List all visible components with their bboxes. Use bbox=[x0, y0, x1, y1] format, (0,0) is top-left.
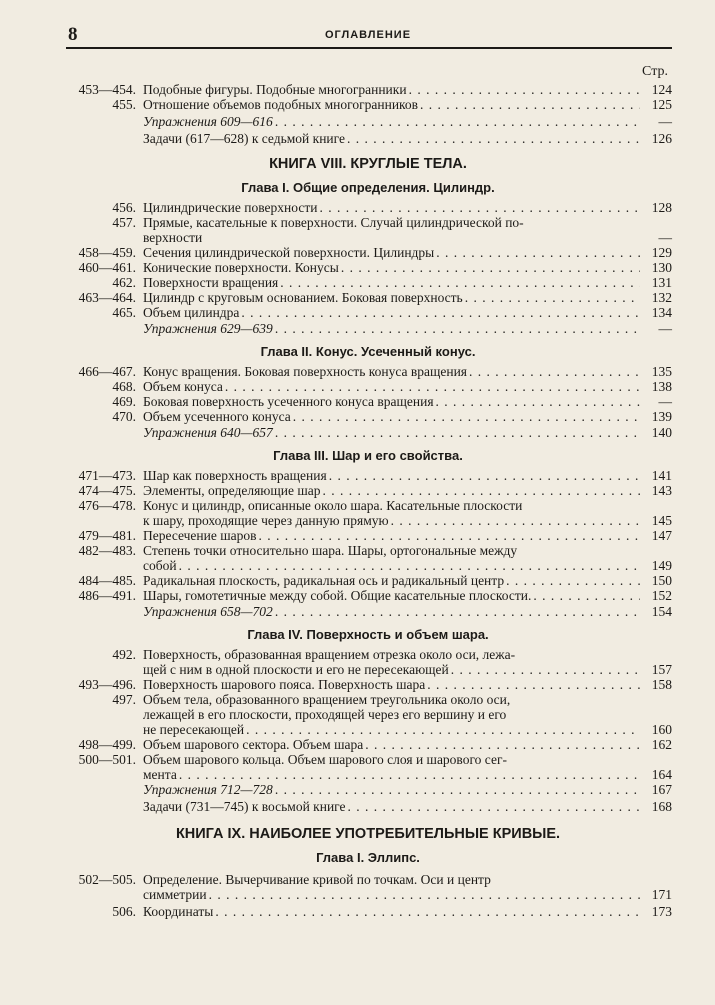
entry-page: 140 bbox=[651, 425, 672, 440]
entry-number: 455. bbox=[112, 97, 136, 112]
entry-title: Объем тела, образованного вращением треугольника около оси, bbox=[143, 692, 511, 707]
entry-title: Объем шарового кольца. Объем шарового слоя и шарового сег- bbox=[143, 752, 507, 767]
entry-title: Задачи (731—745) к восьмой книге bbox=[143, 799, 346, 814]
entry-title: Поверхность шарового пояса. Поверхность шара bbox=[143, 677, 426, 692]
entry-number: 498—499. bbox=[78, 737, 136, 752]
entry-title: Шары, гомотетичные между собой. Общие касательные плоскости. bbox=[143, 588, 532, 603]
entry-title-cont: мента bbox=[143, 767, 177, 782]
header-rule bbox=[66, 47, 672, 49]
entry-number: 502—505. bbox=[78, 872, 136, 887]
entry-page: — bbox=[658, 230, 672, 245]
entry-page: 160 bbox=[651, 722, 672, 737]
entry-title: Упражнения 658—702 bbox=[143, 604, 273, 619]
running-title: ОГЛАВЛЕНИЕ bbox=[324, 29, 412, 41]
entry-title: Задачи (617—628) к седьмой книге bbox=[143, 131, 346, 146]
entry-number: 479—481. bbox=[78, 528, 136, 543]
page-number: 8 bbox=[68, 24, 78, 45]
entry-title: Объем конуса bbox=[143, 379, 223, 394]
entry-number: 457. bbox=[112, 215, 136, 230]
entry-title: Радикальная плоскость, радикальная ось и радикальный центр bbox=[143, 573, 505, 588]
entry-number: 484—485. bbox=[78, 573, 136, 588]
entry-page: 158 bbox=[651, 677, 672, 692]
entry-title: Упражнения 629—639 bbox=[143, 321, 273, 336]
chapter-title: Глава IV. Поверхность и объем шара. bbox=[247, 627, 489, 642]
entry-title: Степень точки относительно шара. Шары, ортогональные между bbox=[143, 543, 518, 558]
book-title: КНИГА VIII. КРУГЛЫЕ ТЕЛА. bbox=[269, 156, 467, 172]
entry-title-cont: не пересекающей bbox=[143, 722, 245, 737]
entry-title: Цилиндр с круговым основанием. Боковая поверхность bbox=[143, 290, 463, 305]
entry-page: 138 bbox=[651, 379, 672, 394]
entry-number: 492. bbox=[112, 647, 136, 662]
entry-page: 162 bbox=[651, 737, 672, 752]
entry-number: 493—496. bbox=[78, 677, 136, 692]
entry-number: 462. bbox=[112, 275, 136, 290]
entry-number: 476—478. bbox=[78, 498, 136, 513]
entry-number: 460—461. bbox=[78, 260, 136, 275]
entry-title-cont: лежащей в его плоскости, проходящей через его вершину и его bbox=[143, 707, 507, 722]
chapter-title: Глава III. Шар и его свойства. bbox=[273, 448, 463, 463]
entry-page: 128 bbox=[651, 200, 672, 215]
entry-page: 141 bbox=[651, 468, 672, 483]
entry-title: Сечения цилиндрической поверхности. Цилиндры bbox=[143, 245, 435, 260]
entry-title: Упражнения 609—616 bbox=[143, 114, 273, 129]
entry-page: 134 bbox=[651, 305, 672, 320]
entry-number: 468. bbox=[112, 379, 136, 394]
entry-number: 486—491. bbox=[78, 588, 136, 603]
entry-title: Боковая поверхность усеченного конуса вращения bbox=[143, 394, 434, 409]
entry-page: 124 bbox=[651, 82, 672, 97]
entry-page: 150 bbox=[651, 573, 672, 588]
entry-number: 497. bbox=[112, 692, 136, 707]
entry-title: Определение. Вычерчивание кривой по точкам. Оси и центр bbox=[143, 872, 491, 887]
entry-number: 465. bbox=[112, 305, 136, 320]
entry-title: Подобные фигуры. Подобные многогранники bbox=[143, 82, 407, 97]
entry-page: 130 bbox=[651, 260, 672, 275]
entry-page: 152 bbox=[651, 588, 672, 603]
entry-title: Пересечение шаров bbox=[143, 528, 257, 543]
entry-page: 171 bbox=[651, 887, 672, 902]
chapter-title: Глава II. Конус. Усеченный конус. bbox=[260, 344, 476, 359]
entry-title: Элементы, определяющие шар bbox=[143, 483, 321, 498]
entry-title-cont: верхности bbox=[143, 230, 203, 245]
page-header bbox=[68, 24, 668, 48]
entry-page: 131 bbox=[651, 275, 672, 290]
entry-number: 456. bbox=[112, 200, 136, 215]
entry-title: Отношение объемов подобных многогранников bbox=[143, 97, 419, 112]
entry-title: Шар как поверхность вращения bbox=[143, 468, 327, 483]
entry-title: Прямые, касательные к поверхности. Случай цилиндрической по- bbox=[143, 215, 524, 230]
entry-title: Упражнения 640—657 bbox=[143, 425, 273, 440]
entry-page: 147 bbox=[651, 528, 672, 543]
entry-page: 139 bbox=[651, 409, 672, 424]
entry-title: Объем усеченного конуса bbox=[143, 409, 291, 424]
entry-title-cont: симметрии bbox=[143, 887, 207, 902]
entry-title-cont: собой bbox=[143, 558, 177, 573]
entry-title: Конические поверхности. Конусы bbox=[143, 260, 339, 275]
entry-page: — bbox=[658, 394, 672, 409]
entry-number: 466—467. bbox=[78, 364, 136, 379]
entry-title-cont: к шару, проходящие через данную прямую bbox=[143, 513, 389, 528]
entry-page: — bbox=[658, 114, 672, 129]
entry-page: 157 bbox=[651, 662, 672, 677]
entry-page: 164 bbox=[651, 767, 672, 782]
entry-number: 463—464. bbox=[78, 290, 136, 305]
entry-number: 506. bbox=[112, 904, 136, 919]
page-column-label: Стр. bbox=[642, 64, 668, 79]
entry-page: 126 bbox=[651, 131, 672, 146]
entry-number: 500—501. bbox=[78, 752, 136, 767]
entry-title-cont: щей с ним в одной плоскости и его не пересекающей bbox=[143, 662, 449, 677]
entry-title: Цилиндрические поверхности bbox=[143, 200, 318, 215]
entry-number: 471—473. bbox=[78, 468, 136, 483]
entry-page: 149 bbox=[651, 558, 672, 573]
entry-page: 143 bbox=[651, 483, 672, 498]
entry-page: 168 bbox=[651, 799, 672, 814]
entry-number: 482—483. bbox=[78, 543, 136, 558]
entry-title: Поверхность, образованная вращением отрезка около оси, лежа- bbox=[143, 647, 516, 662]
entry-title: Упражнения 712—728 bbox=[143, 782, 273, 797]
entry-title: Конус вращения. Боковая поверхность конуса вращения bbox=[143, 364, 468, 379]
entry-page: 125 bbox=[651, 97, 672, 112]
entry-page: 173 bbox=[651, 904, 672, 919]
entry-page: 167 bbox=[651, 782, 672, 797]
chapter-title: Глава I. Общие определения. Цилиндр. bbox=[241, 180, 495, 195]
entry-number: 469. bbox=[112, 394, 136, 409]
entry-number: 458—459. bbox=[78, 245, 136, 260]
entry-title: Координаты bbox=[143, 904, 214, 919]
entry-number: 474—475. bbox=[78, 483, 136, 498]
entry-title: Конус и цилиндр, описанные около шара. Касательные плоскости bbox=[143, 498, 523, 513]
entry-page: — bbox=[658, 321, 672, 336]
entry-number: 470. bbox=[112, 409, 136, 424]
entry-page: 129 bbox=[651, 245, 672, 260]
chapter-title: Глава I. Эллипс. bbox=[316, 850, 420, 865]
entry-number: 453—454. bbox=[78, 82, 136, 97]
entry-page: 145 bbox=[651, 513, 672, 528]
entry-title: Объем шарового сектора. Объем шара bbox=[143, 737, 364, 752]
entry-title: Объем цилиндра bbox=[143, 305, 240, 320]
entry-page: 132 bbox=[651, 290, 672, 305]
entry-title: Поверхности вращения bbox=[143, 275, 279, 290]
entry-page: 154 bbox=[651, 604, 672, 619]
book-title: КНИГА IX. НАИБОЛЕЕ УПОТРЕБИТЕЛЬНЫЕ КРИВЫЕ. bbox=[175, 826, 561, 842]
entry-page: 135 bbox=[651, 364, 672, 379]
